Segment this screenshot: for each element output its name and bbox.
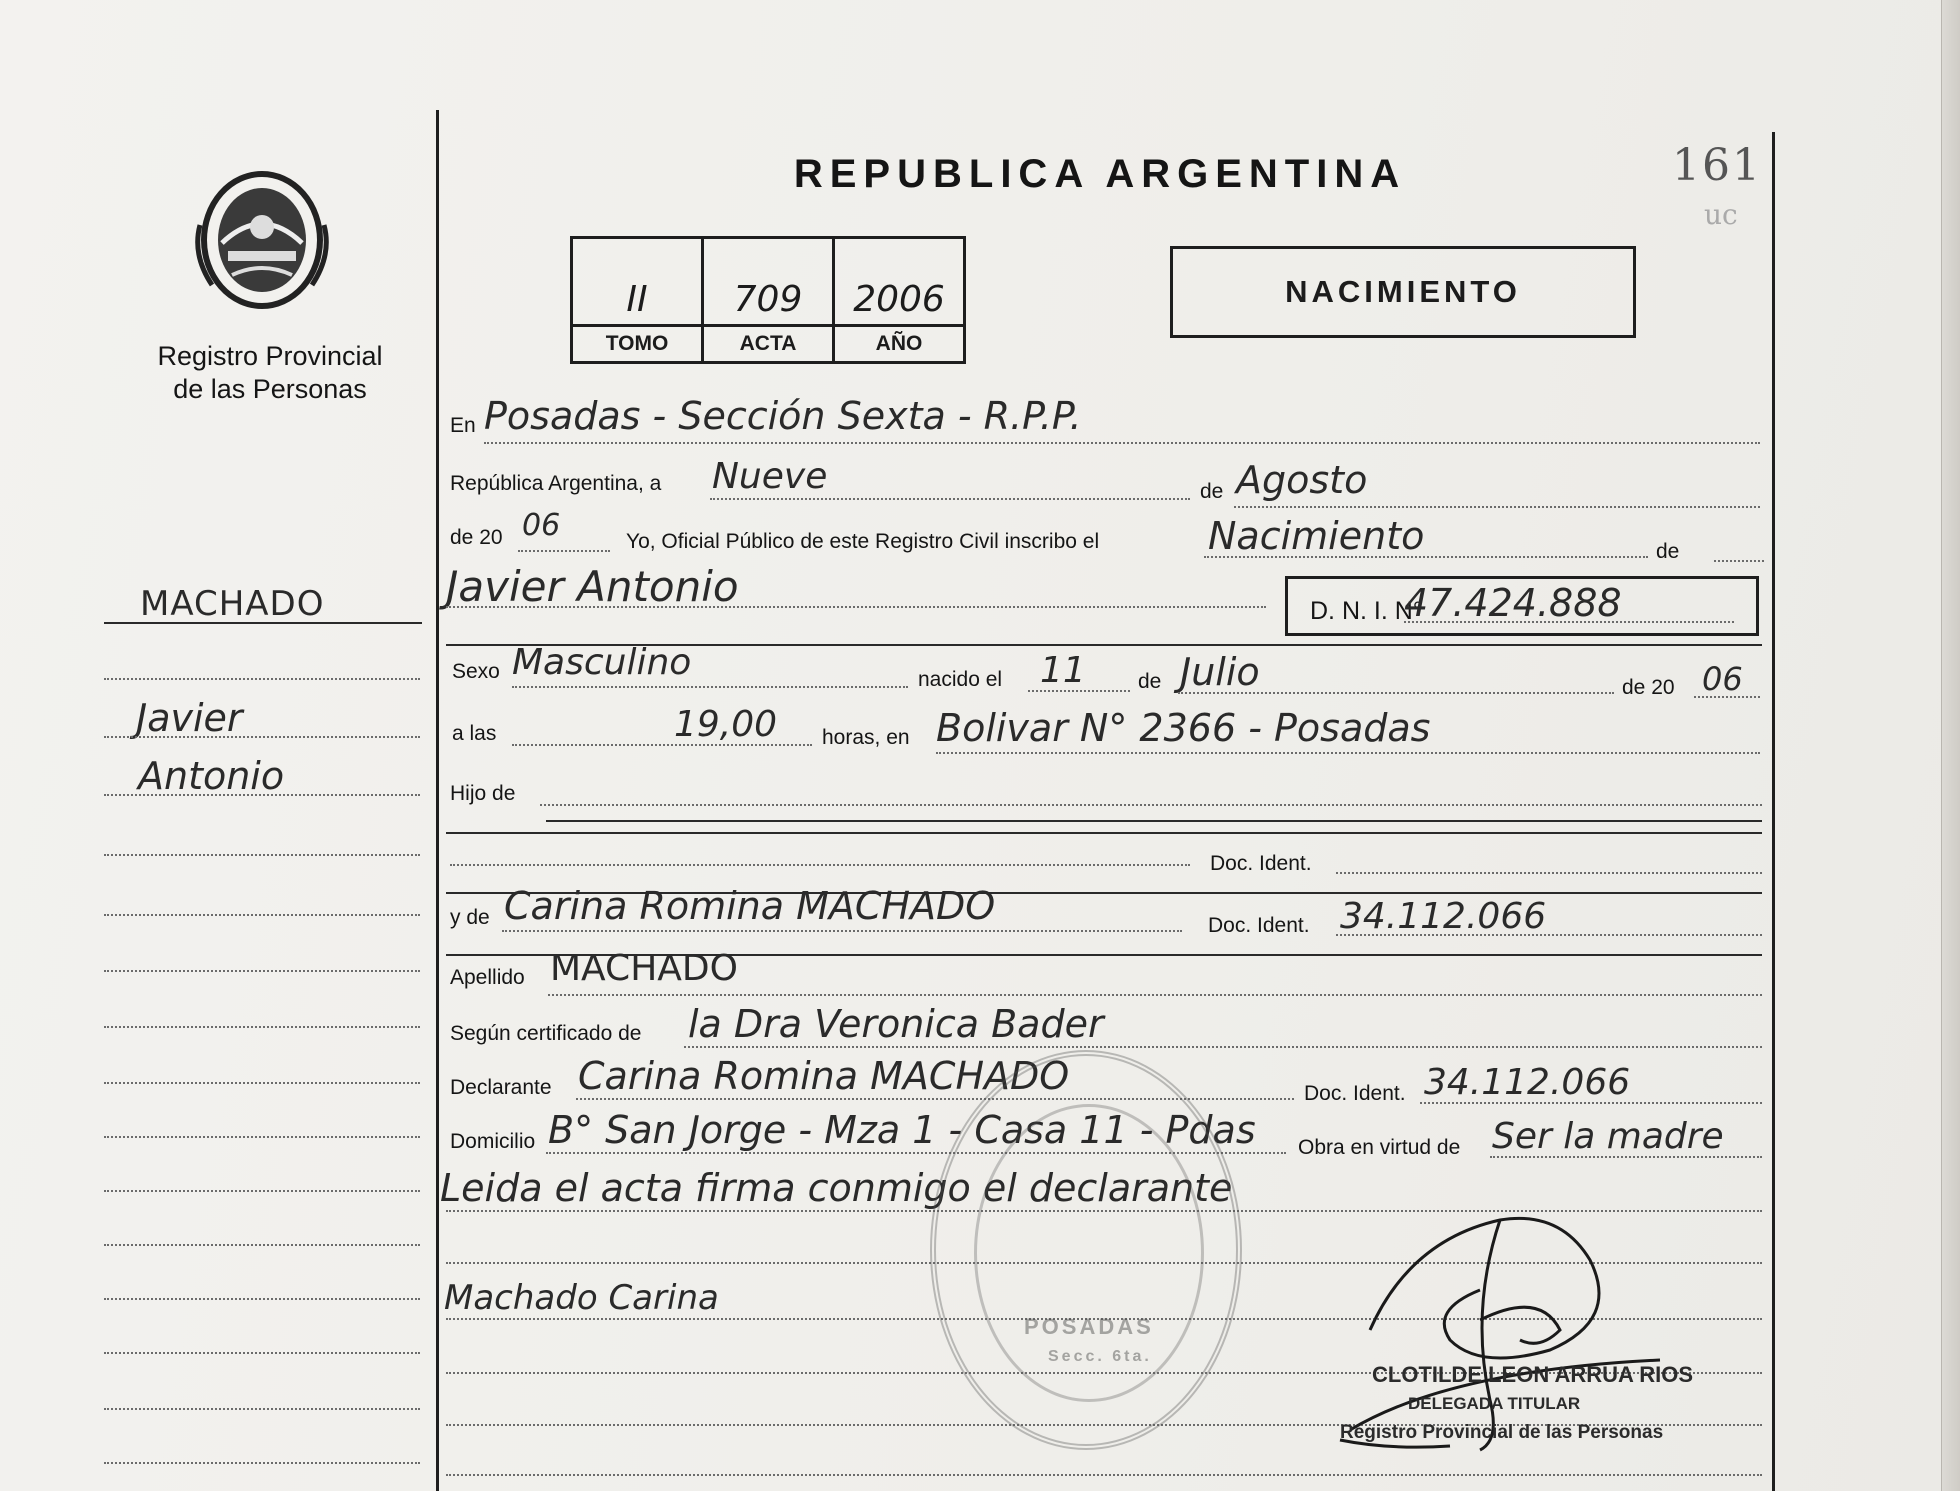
doc-label-2: Doc. Ident. (1208, 914, 1310, 937)
page-number: 161 (1672, 140, 1762, 191)
field-line (936, 752, 1760, 754)
field-line (1204, 556, 1648, 558)
margin-line (104, 678, 420, 680)
domicilio-label: Domicilio (450, 1130, 536, 1153)
margin-given-2: Antonio (138, 754, 285, 798)
field-line (502, 930, 1182, 932)
margin-line (104, 1136, 420, 1138)
field-line (1336, 872, 1762, 874)
margin-line (104, 1026, 420, 1028)
anio-cell (835, 239, 963, 361)
tomo-value: II (626, 279, 648, 320)
field-line (684, 1046, 1762, 1048)
country-title: REPUBLICA ARGENTINA (793, 152, 1407, 196)
field-line (1694, 696, 1760, 698)
nacido-dia: 11 (1040, 650, 1086, 691)
margin-given-1: Javier (136, 696, 243, 740)
margin-line (104, 1082, 420, 1084)
registrar-signature (1330, 1200, 1710, 1480)
dia-value: Nueve (712, 456, 828, 497)
margin-line (104, 1462, 420, 1464)
lectura-value: Leida el acta firma conmigo el declarante (440, 1166, 1233, 1210)
field-line (518, 550, 610, 552)
page-number-sub: uc (1704, 198, 1738, 231)
de-label: de (1200, 480, 1224, 503)
field-line (484, 442, 1760, 444)
certificado-value: la Dra Veronica Bader (688, 1002, 1104, 1046)
apellido-label: Apellido (450, 966, 525, 989)
field-line (1234, 506, 1760, 508)
stamp-center-text: POSADAS (1024, 1314, 1154, 1339)
page-edge (1941, 0, 1960, 1491)
acta-value: 709 (733, 279, 803, 320)
official-stamp (930, 1050, 1242, 1450)
field-line (512, 686, 908, 688)
oficial-label: Yo, Oficial Público de este Registro Civil inscribo el (626, 530, 1100, 553)
anio-value: 2006 (853, 279, 945, 320)
republica-label: República Argentina, a (450, 472, 662, 495)
nombre-value: Javier Antonio (446, 562, 739, 611)
en-value: Posadas - Sección Sexta - R.P.P. (484, 394, 1082, 438)
tomo-cell (573, 239, 704, 361)
field-line-solid (446, 832, 1762, 834)
dni-label: D. N. I. N° (1310, 597, 1423, 625)
margin-line (104, 1352, 420, 1354)
madre-doc: 34.112.066 (1340, 896, 1547, 937)
field-line (1714, 560, 1764, 562)
declarante-value: Carina Romina MACHADO (578, 1054, 1070, 1098)
issuer-name: Registro Provincial de las Personas (157, 341, 383, 404)
sexo-value: Masculino (512, 642, 692, 683)
field-line (1404, 621, 1734, 623)
nacido-anio: 06 (1702, 660, 1743, 698)
domicilio-value: B° San Jorge - Mza 1 - Casa 11 - Pdas (548, 1108, 1256, 1152)
right-border (1772, 132, 1775, 1491)
margin-line (104, 736, 420, 738)
field-line (1336, 934, 1762, 936)
field-line (450, 864, 1190, 866)
margin-line (104, 970, 420, 972)
obra-label: Obra en virtud de (1298, 1136, 1461, 1159)
field-line (1420, 1102, 1762, 1104)
dni-box (1285, 576, 1759, 636)
acta-label: ACTA (704, 324, 832, 361)
nacido-label: nacido el (918, 668, 1003, 691)
de-label-3: de (1138, 670, 1162, 693)
hora-value: 19,00 (674, 704, 778, 745)
certificado-label: Según certificado de (450, 1022, 642, 1045)
yde-label: y de (450, 906, 490, 929)
margin-line (104, 1190, 420, 1192)
doc-label-1: Doc. Ident. (1210, 852, 1312, 875)
margin-line (104, 794, 420, 796)
acta-cell (704, 239, 835, 361)
field-line (1490, 1156, 1762, 1158)
firma-declarante: Machado Carina (444, 1278, 719, 1318)
signer-office: Registro Provincial de las Personas (1340, 1422, 1664, 1443)
declarante-label: Declarante (450, 1076, 552, 1099)
dni-value: 47.424.888 (1404, 581, 1622, 625)
margin-surname: MACHADO (140, 584, 325, 624)
margin-line (104, 854, 420, 856)
act-type-box: NACIMIENTO (1170, 246, 1636, 338)
alas-label: a las (452, 722, 497, 745)
signer-role: DELEGADA TITULAR (1408, 1394, 1581, 1413)
en-label: En (450, 414, 476, 437)
obra-value: Ser la madre (1492, 1116, 1724, 1157)
sexo-label: Sexo (452, 660, 500, 683)
signer-name: CLOTILDE LEON ARRUA RIOS (1372, 1362, 1694, 1387)
field-line (548, 994, 1762, 996)
anio-nac-value: 06 (522, 508, 561, 543)
stamp-sub-text: Secc. 6ta. (1048, 1348, 1152, 1365)
anio-label: AÑO (835, 324, 963, 361)
margin-divider (436, 110, 439, 1491)
field-line (1178, 692, 1614, 694)
apellido-value: MACHADO (550, 948, 738, 989)
de20-label-2: de 20 (1622, 676, 1675, 699)
field-line (710, 498, 1190, 500)
madre-value: Carina Romina MACHADO (504, 884, 996, 928)
field-line (540, 804, 1762, 806)
doc-label-3: Doc. Ident. (1304, 1082, 1406, 1105)
field-line-solid (546, 820, 1762, 822)
acto-value: Nacimiento (1208, 514, 1425, 558)
margin-line (104, 1408, 420, 1410)
field-line (1028, 690, 1130, 692)
de-label-2: de (1656, 540, 1680, 563)
tomo-label: TOMO (573, 324, 701, 361)
nacido-mes: Julio (1180, 650, 1260, 694)
de20-label: de 20 (450, 526, 503, 549)
record-id-grid (570, 236, 966, 364)
margin-line (104, 1244, 420, 1246)
horas-label: horas, en (822, 726, 910, 749)
mes-value: Agosto (1236, 458, 1368, 502)
lugar-value: Bolivar N° 2366 - Posadas (936, 706, 1431, 750)
margin-line (104, 622, 422, 624)
declarante-doc: 34.112.066 (1424, 1062, 1631, 1103)
field-line (446, 606, 1266, 608)
margin-line (104, 1298, 420, 1300)
margin-line (104, 914, 420, 916)
hijo-label: Hijo de (450, 782, 516, 805)
